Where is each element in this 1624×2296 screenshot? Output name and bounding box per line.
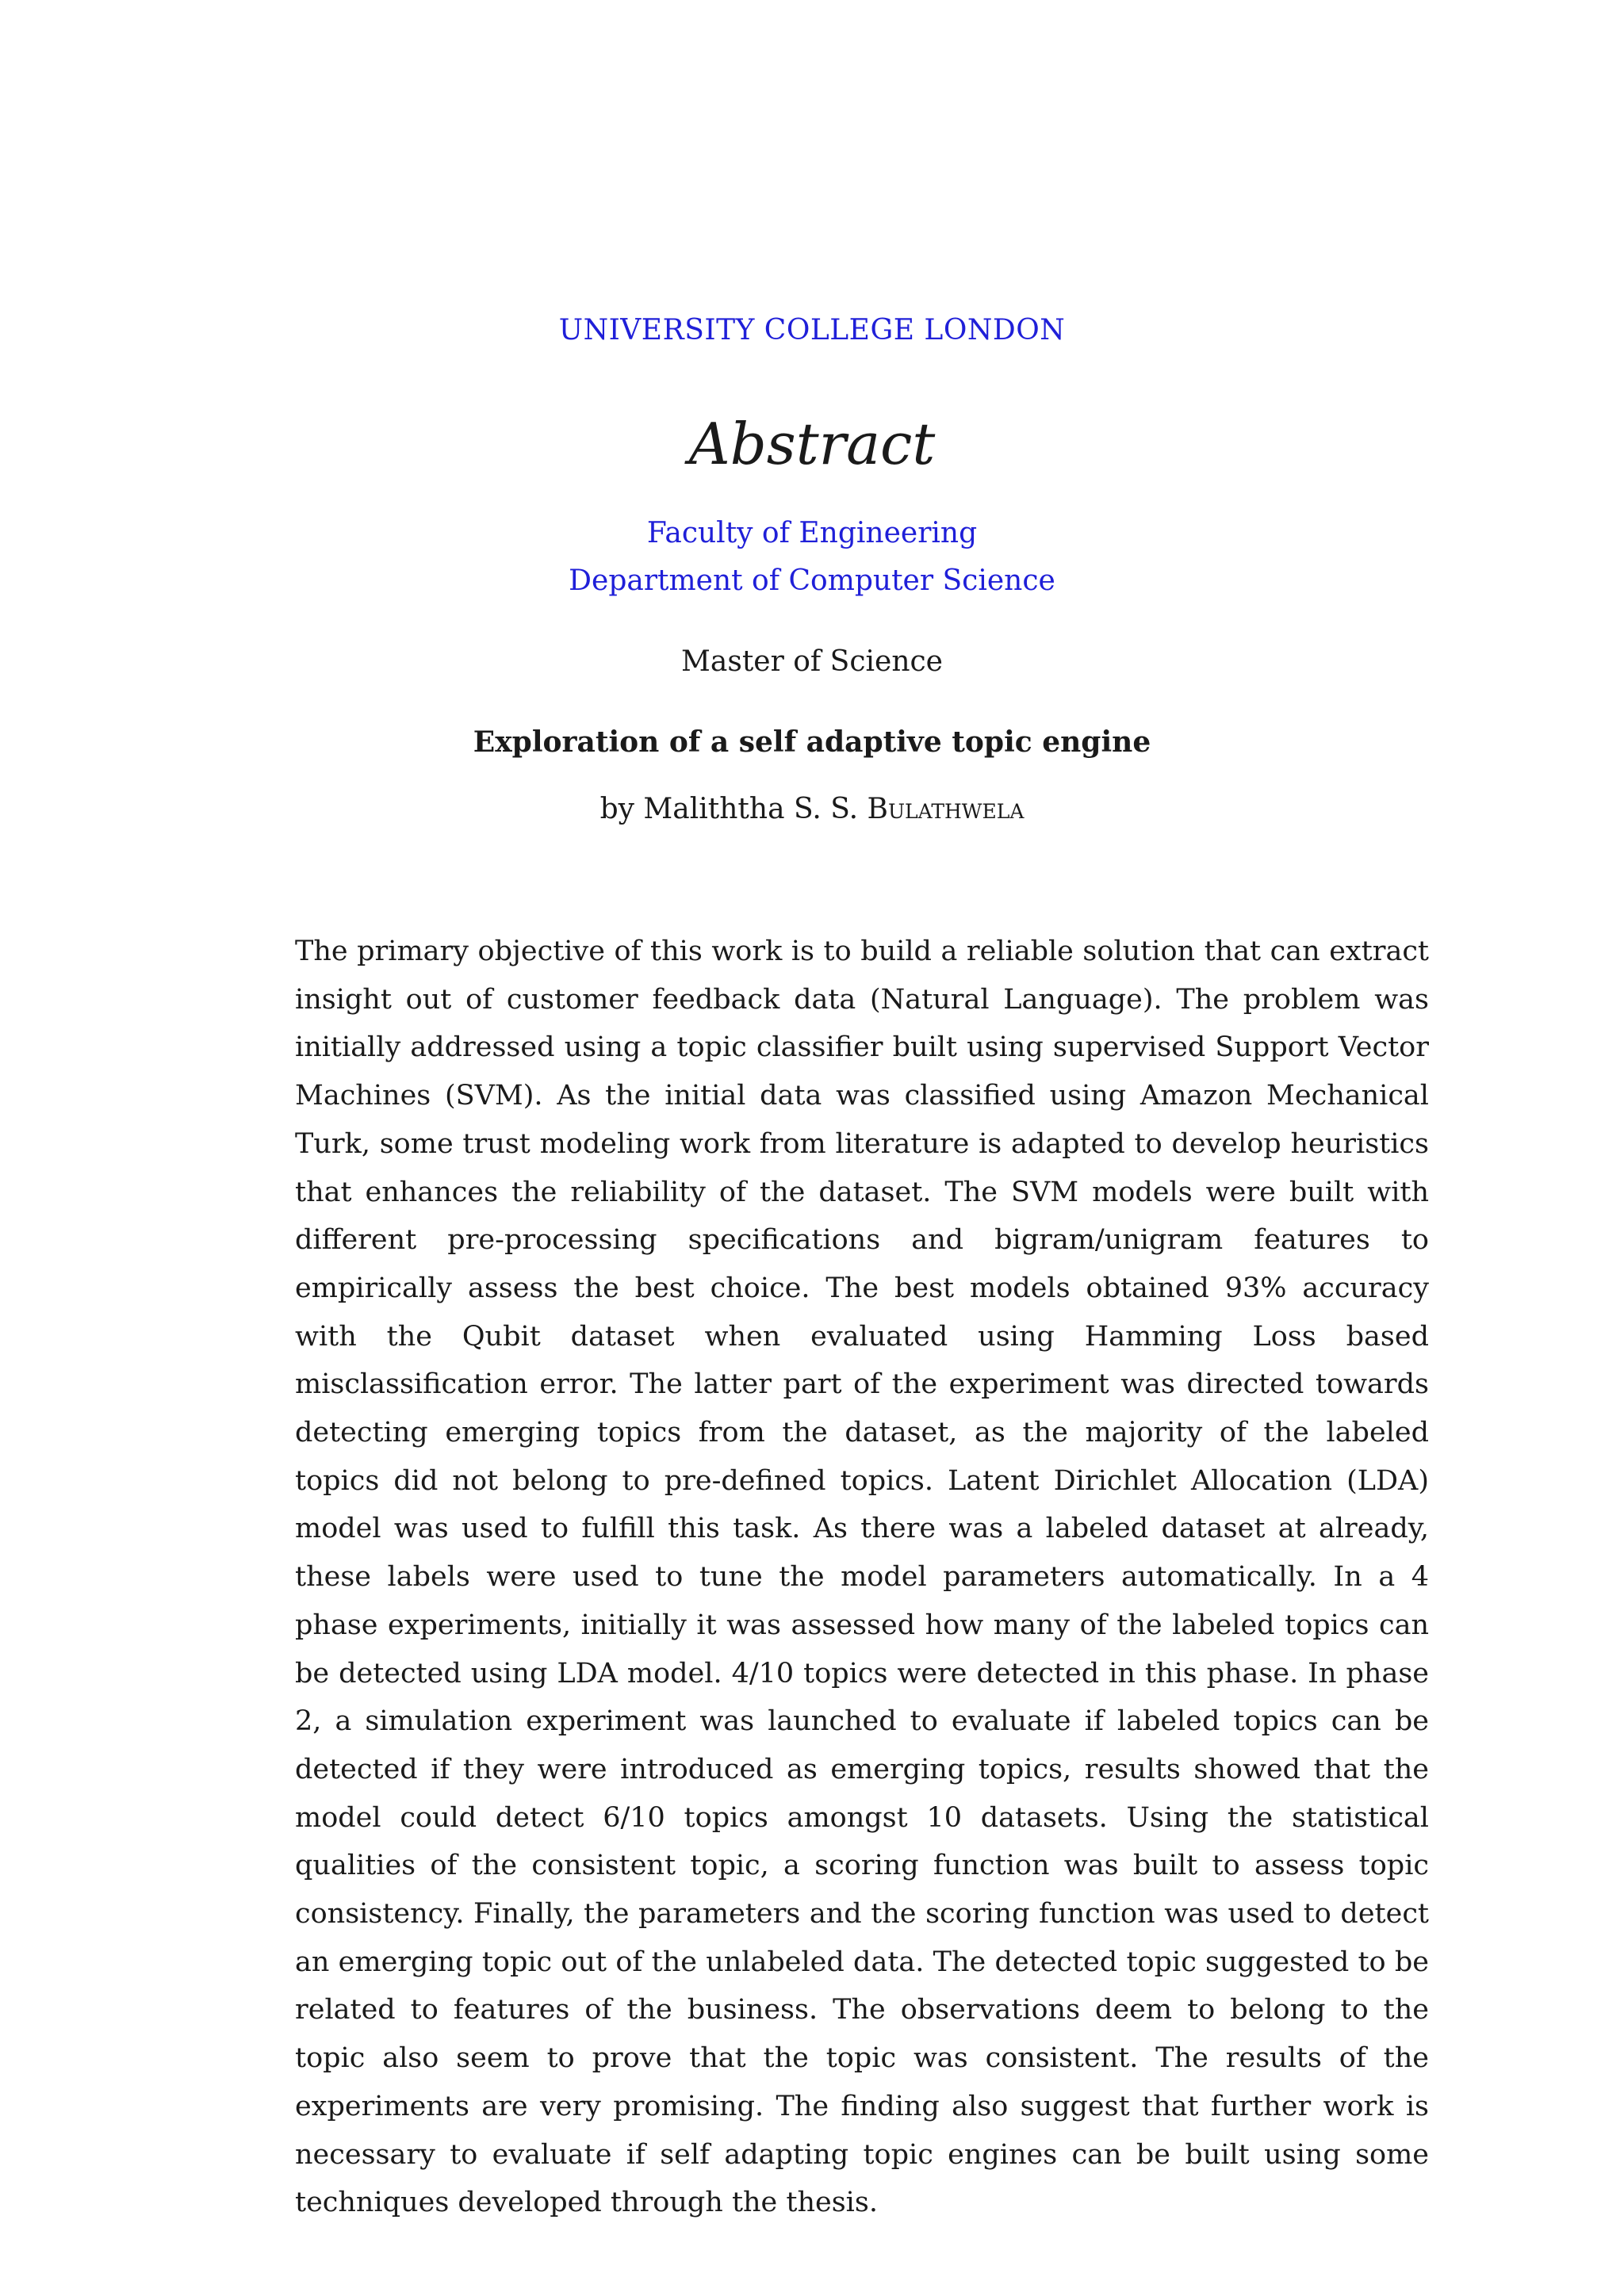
faculty-name: Faculty of Engineering — [646, 517, 978, 549]
author-surname: Bulathwela — [867, 793, 1025, 825]
university-name: UNIVERSITY COLLEGE LONDON — [558, 314, 1066, 346]
abstract-body: The primary objective of this work is to build a reliable solution that can extract insight out of customer feedback data (Natural Language). The problem was initially addressed using a topic classifier built using supervised Support Vector Machines (SVM). As the initial data was classified using Amazon Mechanical Turk, some trust modeling work from literature is adapted to develop heuristics that enhances the reliability of the dataset. The SVM models were built with different pre-processing specifications and bigram/unigram features to empirically assess the best choice. The best models obtained 93% accuracy with the Qubit dataset when evaluated using Hamming Loss based misclassification error. The latter part of the experiment was directed towards detecting emerging topics from the dataset, as the majority of the labeled topics did not belong to pre-defined topics. Latent Dirichlet Allocation (LDA) model was used to fulfill this task. As there was a labeled dataset at already, these labels were used to tune the model parameters automatically. In a 4 phase experiments, initially it was assessed how many of the labeled topics can be detected using LDA model. 4/10 topics were detected in this phase. In phase 2, a simulation experiment was launched to evaluate if labeled topics can be detected if they were introduced as emerging topics, results showed that the model could detect 6/10 topics amongst 10 datasets. Using the statistical qualities of the consistent topic, a scoring function was built to assess topic consistency. Finally, the parameters and the scoring function was used to detect an emerging topic out of the unlabeled data. The detected topic suggested to be related to features of the business. The observations deem to belong to the topic also seem to prove that the topic was consistent. The results of the experiments are very promising. The finding also suggest that further work is necessary to evaluate if self adapting topic engines can be built using some techniques developed through the thesis. — [295, 936, 1429, 2219]
author-line — [0, 793, 1624, 825]
author-prefix: by Maliththa S. S. — [599, 793, 868, 825]
department-name: Department of Computer Science — [569, 564, 1055, 597]
thesis-title: Exploration of a self adaptive topic engine — [473, 725, 1151, 759]
abstract-heading: Abstract — [688, 411, 936, 477]
degree-name: Master of Science — [681, 645, 943, 678]
